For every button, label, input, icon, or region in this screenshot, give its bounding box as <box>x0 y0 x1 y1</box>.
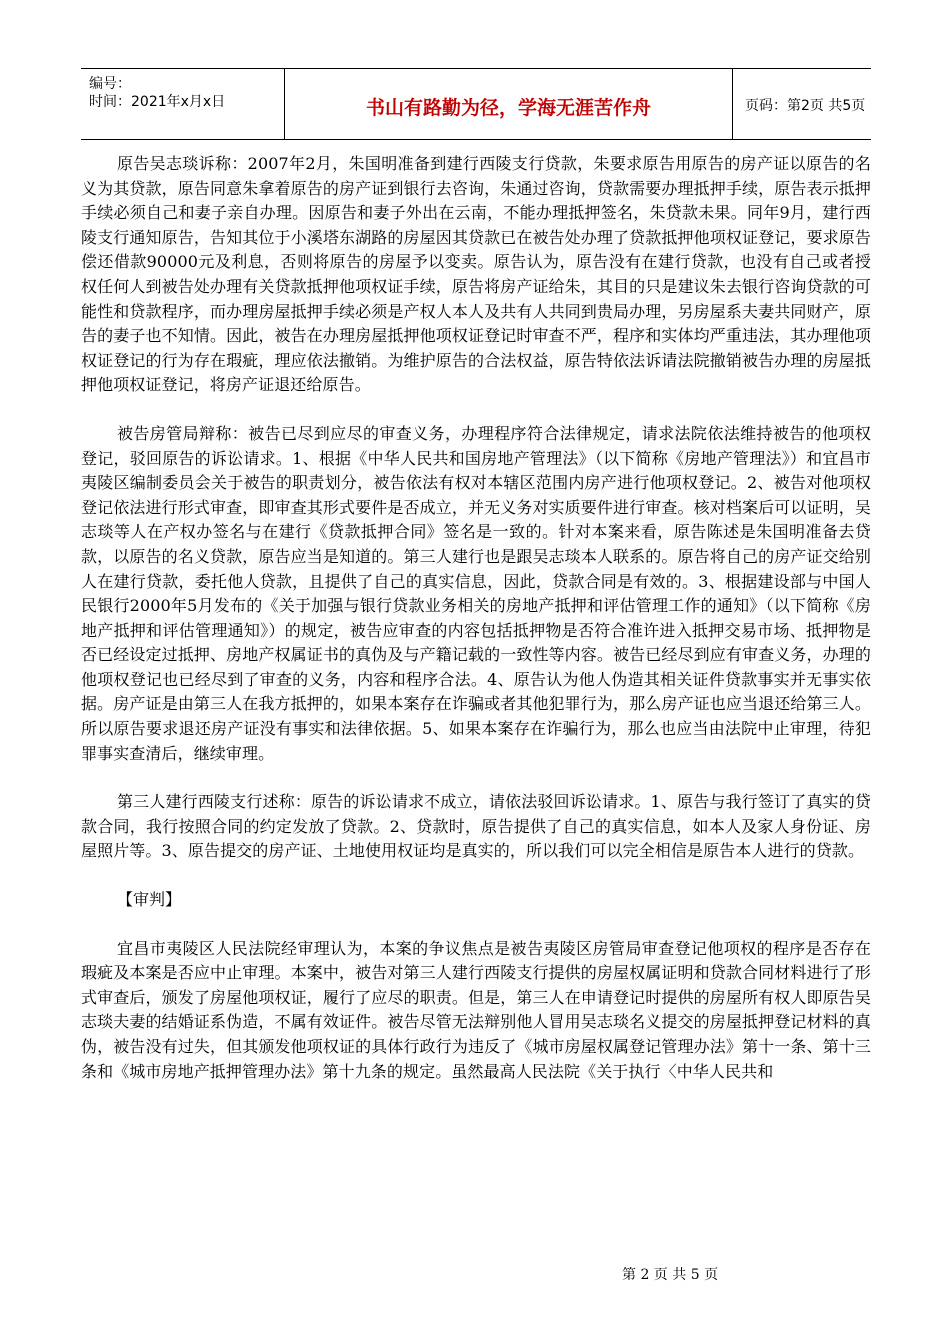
document-header <box>81 68 871 140</box>
judgment-paragraph: 宜昌市夷陵区人民法院经审理认为，本案的争议焦点是被告夷陵区房管局审查登记他项权的程序是否存在瑕疵及本案是否应中止审理。本案中，被告对第三人建行西陵支行提供的房屋权属证明和贷款合同材料进行了形式审查后，颁发了房屋他项权证，履行了应尽的职责。但是，第三人在申请登记时提供的房屋所有权人即原告吴志琰夫妻的结婚证系伪造，不属有效证件。被告尽管无法辩别他人冒用吴志琰名义提交的房屋抵押登记材料的真伪，被告没有过失，但其颁发他项权证的具体行政行为违反了《城市房屋权属登记管理办法》第十一条、第十三条和《城市房地产抵押管理办法》第十九条的规定。虽然最高人民法院《关于执行〈中华人民共和 <box>81 938 871 1081</box>
plaintiff-claim-paragraph: 原告吴志琰诉称：2007年2月，朱国明准备到建行西陵支行贷款，朱要求原告用原告的房产证以原告的名义为其贷款，原告同意朱拿着原告的房产证到银行去咨询，朱通过咨询，贷款需要办理抵押手续，原告表示抵押手续必须自己和妻子亲自办理。因原告和妻子外出在云南，不能办理抵押签名，朱贷款未果。同年9月，建行西陵支行通知原告，告知其位于小溪塔东湖路的房屋因其贷款已在被告处办理了贷款抵押他项权证登记，要求原告偿还借款90000元及利息，否则将原告的房屋予以变卖。原告认为，原告没有在建行贷款，也没有自己或者授权任何人到被告处办理有关贷款抵押他项权证手续，原告将房产证给朱，其目的只是建议朱去银行咨询贷款的可能性和贷款程序，而办理房屋抵押手续必须是产权人本人及共有人共同到贵局办理，另房屋系夫妻共同财产，原告的妻子也不知情。因此，被告在办理房屋抵押他项权证登记时审查不严，程序和实体均严重违法，其办理他项权证登记的行为存在瑕疵，理应依法撤销。为维护原告的合法权益，原告特依法诉请法院撤销被告办理的房屋抵押他项权证登记，将房产证退还给原告。 <box>81 154 871 395</box>
document-number-label: 编号： <box>89 76 131 92</box>
document-body <box>81 152 871 1108</box>
defendant-defense-paragraph: 被告房管局辩称：被告已尽到应尽的审查义务，办理程序符合法律规定，请求法院依法维持被告的他项权登记，驳回原告的诉讼请求。1、根据《中华人民共和国房地产管理法》（以下简称《房地产管理法》）和宜昌市夷陵区编制委员会关于被告的职责划分，被告依法有权对本辖区范围内房产进行他项权登记。2、被告对他项权登记依法进行形式审查，即审查其形式要件是否成立，并无义务对实质要件进行审查。核对档案后可以证明，吴志琰等人在产权办签名与在建行《贷款抵押合同》签名是一致的。针对本案来看，原告陈述是朱国明准备去贷款，以原告的名义贷款，原告应当是知道的。第三人建行也是跟吴志琰本人联系的。原告将自己的房产证交给别人在建行贷款，委托他人贷款，且提供了自己的真实信息，因此，贷款合同是有效的。3、根据建设部与中国人民银行2000年5月发布的《关于加强与银行贷款业务相关的房地产抵押和评估管理工作的通知》（以下简称《房地产抵押和评估管理通知》）的规定，被告应审查的内容包括抵押物是否符合准许进入抵押交易市场、抵押物是否已经设定过抵押、房地产权属证书的真伪及与产籍记载的一致性等内容。被告已经尽到应有审查义务，办理的他项权登记也已经尽到了审查的义务，内容和程序合法。4、原告认为他人伪造其相关证件贷款事实并无事实依据。房产证是由第三人在我方抵押的，如果本案存在诈骗或者其他犯罪行为，那么房产证也应当退还给第三人。所以原告要求退还房产证没有事实和法律依据。5、如果本案存在诈骗行为，那么也应当由法院中止审理，待犯罪事实查清后，继续审理。 <box>81 423 871 763</box>
judgment-section-heading: 【审判】 <box>117 890 182 910</box>
page-footer: 第 2 页 共 5 页 <box>622 1267 719 1283</box>
header-page-cell <box>733 69 871 139</box>
header-meta-cell <box>81 69 285 139</box>
document-time-label: 时间：2021年x月x日 <box>89 94 226 110</box>
third-party-statement-paragraph: 第三人建行西陵支行述称：原告的诉讼请求不成立，请依法驳回诉讼请求。1、原告与我行签订了真实的贷款合同，我行按照合同的约定发放了贷款。2、贷款时，原告提供了自己的真实信息，如本人及家人身份证、房屋照片等。3、原告提交的房产证、土地使用权证均是真实的，所以我们可以完全相信是原告本人进行的贷款。 <box>81 792 871 861</box>
header-motto: 书山有路勤为径，学海无涯苦作舟 <box>365 97 651 119</box>
header-page-info: 页码：第2页 共5页 <box>745 98 866 114</box>
header-motto-cell <box>285 69 733 139</box>
